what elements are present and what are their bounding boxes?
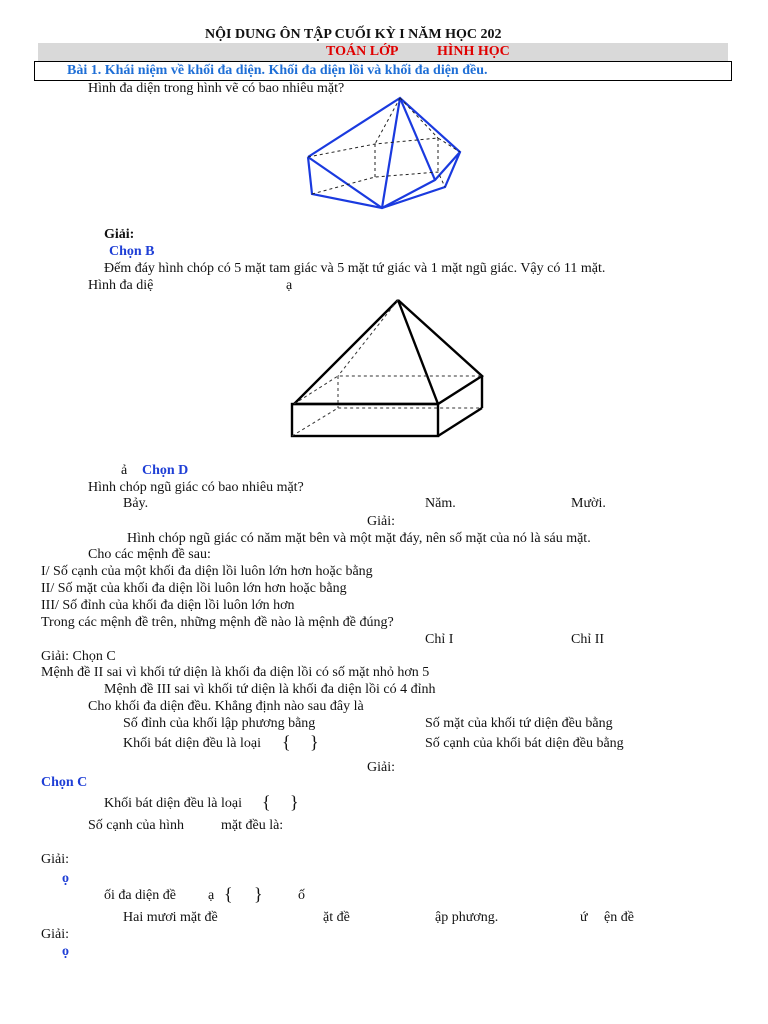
q1-answer: Chọn B <box>109 244 155 259</box>
q2-question-fragment: ạ <box>286 278 293 293</box>
q7-question-fragment-2: ố <box>298 888 305 903</box>
q4-option-a: Chỉ I <box>425 632 454 647</box>
q7-option-d-fragment-1: ứ <box>580 910 588 925</box>
q3-question: Hình chóp ngũ giác có bao nhiêu mặt? <box>88 480 304 495</box>
q4-question: Trong các mệnh đề trên, những mệnh đề nào là mệnh đề đúng? <box>41 615 394 630</box>
q2-question: Hình đa diệ <box>88 278 154 293</box>
q4-explanation-2: Mệnh đề III sai vì khối tứ diện là khối đa diện lồi có 4 đỉnh <box>104 682 436 697</box>
q5-answer: Chọn C <box>41 775 88 790</box>
q5-option-d: Số cạnh của khối bát diện đều bằng <box>425 736 624 751</box>
q5-explain-brace-close: } <box>290 792 299 812</box>
q4-statement-1: I/ Số cạnh của một khối đa diện lồi luôn lớn hơn hoặc bằng <box>41 564 373 579</box>
q4-intro: Cho các mệnh đề sau: <box>88 547 211 562</box>
q1-figure <box>300 92 465 214</box>
q4-explanation-1: Mệnh đề II sai vì khối tứ diện là khối đa diện lồi có số mặt nhỏ hơn 5 <box>41 665 430 680</box>
q6-question-fragment: mặt đều là: <box>221 818 284 833</box>
q5-option-c: Khối bát diện đều là loại <box>123 736 262 751</box>
q1-question: Hình đa diện trong hình vẽ có bao nhiêu mặt? <box>88 81 345 96</box>
q5-option-b: Số mặt của khối tứ diện đều bằng <box>425 716 613 731</box>
q4-statement-2: II/ Số mặt của khối đa diện lồi luôn lớn hơn hoặc bằng <box>41 581 347 596</box>
q4-option-b: Chỉ II <box>571 632 605 647</box>
section-title: Bài 1. Khái niệm về khối đa diện. Khối đa diện lồi và khối đa diện đều. <box>67 63 488 78</box>
q4-answer: Giải: Chọn C <box>41 649 116 664</box>
q7-answer-fragment: ọ <box>62 944 69 959</box>
q7-option-a: Hai mươi mặt đề <box>123 910 218 925</box>
q5-explanation: Khối bát diện đều là loại <box>104 796 243 811</box>
q3-option-c: Mười. <box>571 496 606 511</box>
subject-right: HÌNH HỌC <box>437 44 510 59</box>
q3-explanation: Hình chóp ngũ giác có năm mặt bên và một mặt đáy, nên số mặt của nó là sáu mặt. <box>127 531 591 546</box>
q3-option-b: Năm. <box>425 496 456 511</box>
q7-brace-open: { <box>224 884 233 904</box>
q5-option-a: Số đỉnh của khối lập phương bằng <box>123 716 316 731</box>
q4-statement-3: III/ Số đỉnh của khối đa diện lồi luôn lớn hơn <box>41 598 295 613</box>
q6-answer-fragment: ọ <box>62 871 69 886</box>
q1-solution-label: Giải: <box>104 227 135 242</box>
document-title: NỘI DUNG ÔN TẬP CUỐI KỲ I NĂM HỌC 202 <box>205 27 502 42</box>
q5-explain-brace-open: { <box>262 792 271 812</box>
q3-solution-label: Giải: <box>367 514 395 529</box>
q5-intro: Cho khối đa diện đều. Khẳng định nào sau đây là <box>88 699 364 714</box>
q7-question: ối đa diện đề <box>104 888 176 903</box>
q1-explanation: Đếm đáy hình chóp có 5 mặt tam giác và 5 mặt tứ giác và 1 mặt ngũ giác. Vậy có 11 mặt. <box>104 261 606 276</box>
section-title-box <box>34 61 732 81</box>
q2-answer: Chọn D <box>142 463 189 478</box>
q2-answer-prefix: ả <box>121 463 128 478</box>
q7-question-fragment-1: ạ <box>208 888 215 903</box>
q5-solution-label: Giải: <box>367 760 395 775</box>
q2-figure <box>286 294 488 440</box>
q7-option-c: ập phương. <box>435 910 499 925</box>
q6-question: Số cạnh của hình <box>88 818 185 833</box>
q7-brace-close: } <box>254 884 263 904</box>
q7-option-b: ặt đề <box>323 910 350 925</box>
q7-option-d-fragment-2: ện đề <box>604 910 634 925</box>
q3-option-a: Bảy. <box>123 496 149 511</box>
q7-solution-label: Giải: <box>41 927 69 942</box>
q5-brace-open: { <box>282 732 291 752</box>
q6-solution-label: Giải: <box>41 852 69 867</box>
subject-left: TOÁN LỚP <box>326 44 399 59</box>
q5-brace-close: } <box>310 732 319 752</box>
